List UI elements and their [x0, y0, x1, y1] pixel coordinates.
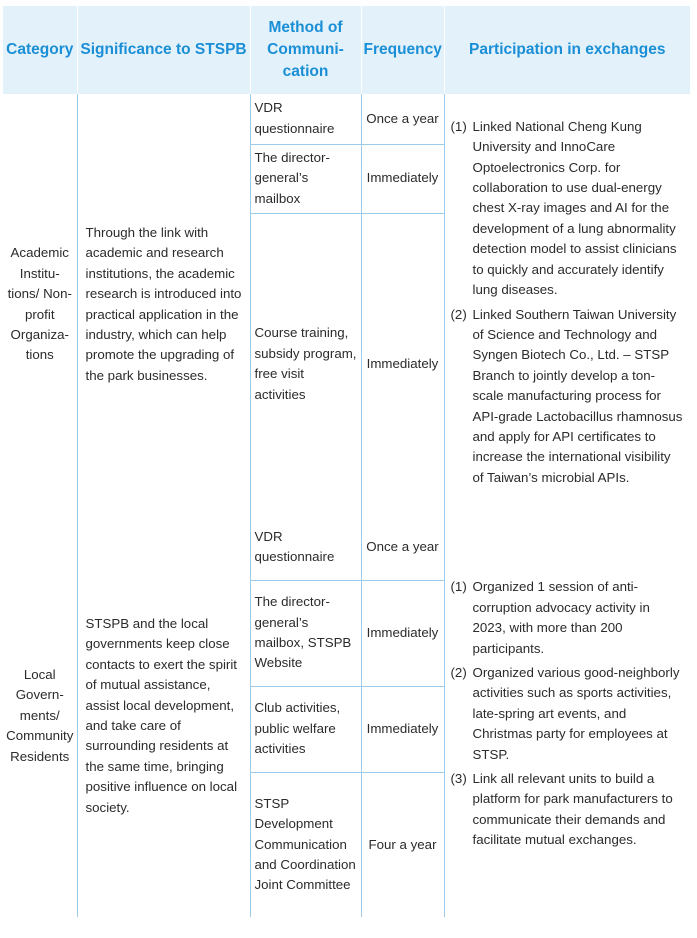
frequency-cell: Immediately	[361, 144, 444, 213]
method-cell: STSP Development Communication and Coordination Joint Committee	[250, 772, 361, 917]
frequency-cell: Immediately	[361, 686, 444, 772]
method-cell: Club activities, public welfare activities	[250, 686, 361, 772]
stakeholder-communication-table	[3, 6, 690, 917]
participation-list	[451, 577, 685, 850]
frequency-cell: Immediately	[361, 580, 444, 686]
participation-cell	[444, 94, 690, 515]
method-cell: The director-general’s mailbox	[250, 144, 361, 213]
frequency-cell: Once a year	[361, 94, 444, 144]
participation-list	[451, 117, 685, 488]
list-item: (1) Organized 1 session of anti-corruption advocacy activity in 2023, with more than 200 participants.	[450, 579, 650, 656]
participation-cell	[444, 515, 690, 917]
significance-cell: STSPB and the local governments keep close contacts to exert the spirit of mutual assistance, assist local development, and take care of surrounding residents at the same time, bringing positive influence on local society.	[77, 515, 250, 917]
frequency-cell: Once a year	[361, 515, 444, 580]
category-cell: Local Govern-ments/ Community Residents	[3, 515, 77, 917]
list-item: (2) Linked Southern Taiwan University of Science and Technology and Syngen Biotech Co., Ltd. – STSP Branch to jointly develop a ton-scale manufacturing process for API-grade Lactobacillus rhamnosus and apply for API certificates to increase the international visibility of Taiwan’s microbial APIs.	[450, 306, 683, 485]
header-participation: Participation in exchanges	[444, 6, 690, 94]
list-item: (2) Organized various good-neighborly activities such as sports activities, late-spring art events, and Christmas party for employees at STSP.	[450, 664, 680, 762]
header-significance: Significance to STSPB	[77, 6, 250, 94]
method-cell: The director-general’s mailbox, STSPB Website	[250, 580, 361, 686]
frequency-cell: Immediately	[361, 213, 444, 515]
header-category: Category	[3, 6, 77, 94]
category-cell: Academic Institu-tions/ Non-profit Organiza-tions	[3, 94, 77, 515]
list-item: (1) Linked National Cheng Kung University and InnoCare Optoelectronics Corp. for collaboration to use dual-energy chest X-ray images and AI for the development of a lung abnormality detection model to assist clinicians to quickly and accurately identify lung diseases.	[450, 118, 677, 298]
table-row	[3, 515, 690, 580]
frequency-cell: Four a year	[361, 772, 444, 917]
table-header-row	[3, 6, 690, 94]
table-row	[3, 94, 690, 144]
method-cell: Course training, subsidy program, free visit activities	[250, 213, 361, 515]
list-item: (3) Link all relevant units to build a platform for park manufacturers to communicate their demands and facilitate mutual exchanges.	[450, 771, 673, 848]
significance-cell: Through the link with academic and research institutions, the academic research is introduced into practical application in the industry, which can help promote the upgrading of the park businesses.	[77, 94, 250, 515]
header-method: Method of Communi-cation	[250, 6, 361, 94]
method-cell: VDR questionnaire	[250, 94, 361, 144]
method-cell: VDR questionnaire	[250, 515, 361, 580]
header-frequency: Frequency	[361, 6, 444, 94]
